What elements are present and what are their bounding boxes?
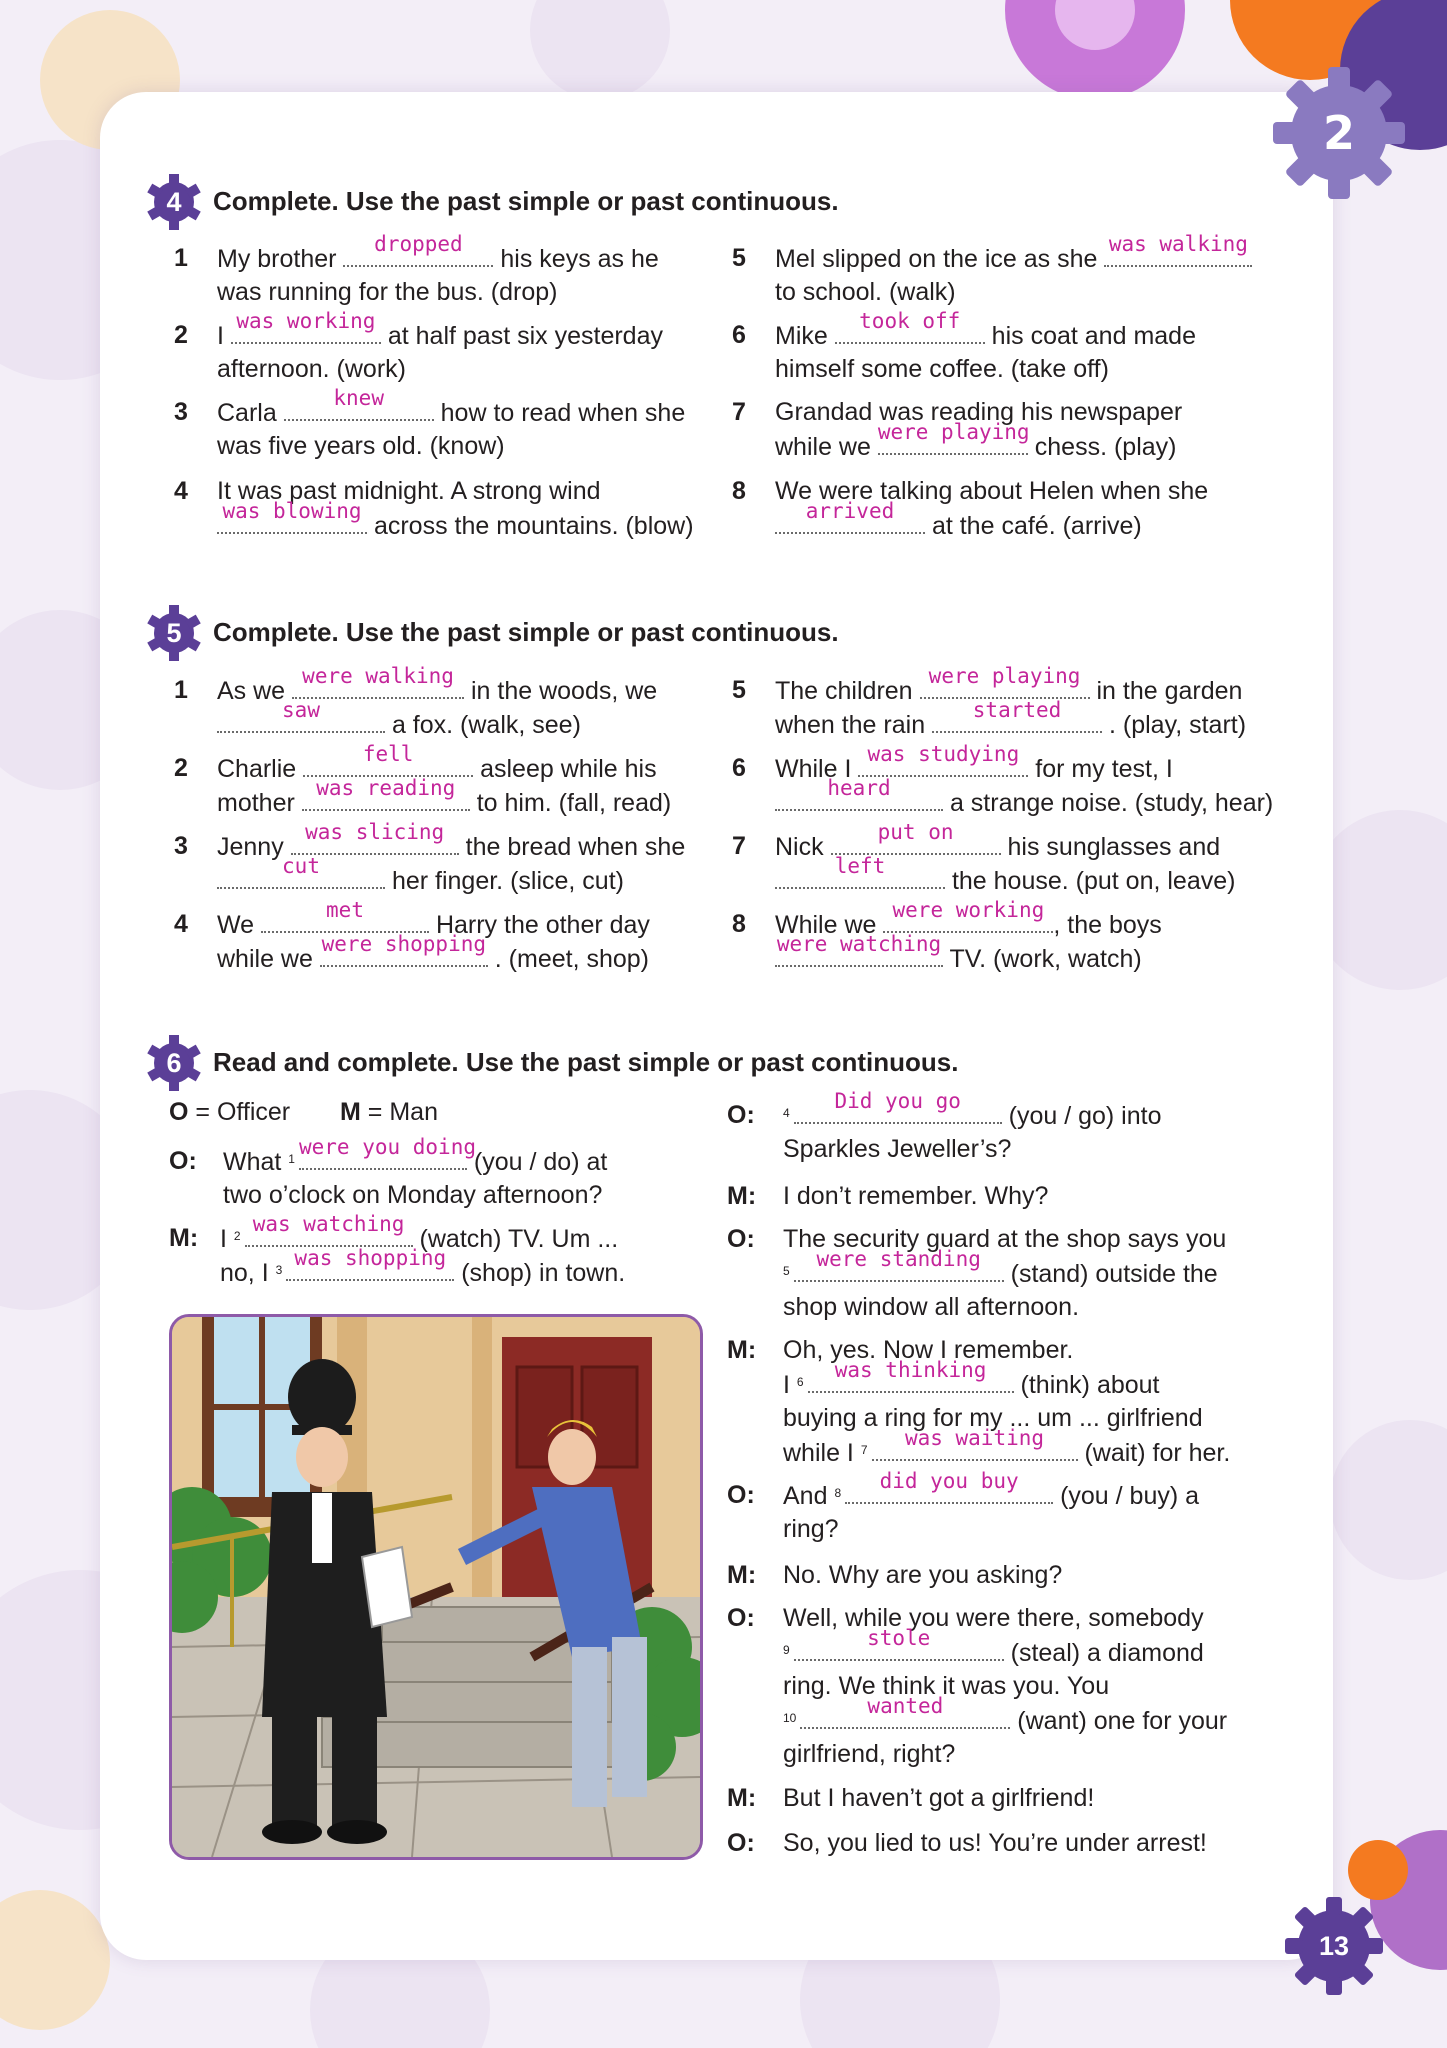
answer: took off [859,309,961,333]
speaker: M: [169,1224,199,1252]
answer: was blowing [222,499,362,523]
answer: were walking [302,664,454,688]
item-number: 8 [732,477,746,505]
speaker: O: [727,1481,755,1509]
police-officer-illustration [169,1314,703,1860]
answer: did you buy [879,1469,1019,1493]
answer-blank[interactable] [775,499,925,534]
exercise-5-instruction: Complete. Use the past simple or past continuous. [213,617,839,647]
item-line: was running for the bus. (drop) [217,278,558,306]
dialogue-text: Sparkles Jeweller’s? [783,1135,1012,1163]
item-number: 4 [174,477,188,505]
item-text: chess. (play) [1027,433,1177,461]
answer-blank[interactable] [808,1358,1014,1393]
item-text: for my test, I [1028,755,1173,783]
exercise-number: 6 [166,1047,182,1078]
dialogue-line [169,1135,709,1214]
item-text: across the mountains. (blow) [367,512,694,540]
answer: saw [282,698,320,722]
item-line: afternoon. (work) [217,355,406,383]
answer: was studying [867,742,1020,766]
speaker: M: [727,1182,757,1210]
answer: were working [892,898,1045,922]
item-text: a fox. (walk, see) [385,711,581,739]
item-line [775,932,1142,976]
speaker-legend [169,1098,438,1127]
answer: heard [827,776,891,800]
item-number: 5 [732,244,746,272]
item-number: 7 [732,832,746,860]
answer-blank[interactable] [217,854,385,889]
item-number: 8 [732,910,746,938]
answer: was waiting [904,1426,1045,1450]
legend-key: M [340,1098,361,1126]
item-text: mother [217,789,302,817]
dialogue-fragment: I [783,1371,797,1399]
speaker: O: [727,1604,755,1632]
item-number: 3 [174,832,188,860]
speaker: M: [727,1336,757,1364]
gap-number: 1 [288,1152,295,1166]
dialogue-line [727,1222,1287,1324]
item-text: his keys as he [493,245,659,273]
dialogue-text: So, you lied to us! You’re under arrest! [783,1829,1207,1857]
dialogue-line [727,1781,1287,1815]
exercise-6-instruction: Read and complete. Use the past simple or past continuous. [213,1047,959,1077]
item-text: her finger. (slice, cut) [385,867,624,895]
dialogue-text: But I haven’t got a girlfriend! [783,1784,1095,1812]
answer-blank[interactable] [286,1246,454,1281]
item-number: 2 [174,754,188,782]
gap-number: 6 [796,1375,804,1389]
speaker: O: [727,1829,755,1857]
dialogue-fragment: (stand) outside the [1003,1260,1218,1288]
item-text: his sunglasses and [1000,833,1221,861]
answer-blank[interactable] [320,932,488,967]
dialogue-text: two o’clock on Monday afternoon? [223,1181,603,1209]
answer-blank[interactable] [284,386,434,421]
dialogue-fragment: (you / do) at [466,1148,608,1176]
unit-badge [1270,64,1408,202]
answer-blank[interactable] [877,420,1030,455]
answer: wanted [867,1694,944,1718]
item-text: TV. (work, watch) [943,945,1142,973]
item-number: 5 [732,676,746,704]
item-text: in the garden [1089,677,1243,705]
answer: dropped [374,232,463,256]
answer: were standing [816,1247,981,1271]
page-number: 13 [1318,1930,1350,1961]
answer-blank[interactable] [775,854,945,889]
answer-blank[interactable] [231,309,381,344]
answer: left [834,854,886,878]
dialogue-text: The security guard at the shop says you [783,1225,1227,1253]
answer: was walking [1108,232,1248,256]
dialogue-text [783,1089,1162,1133]
answer-blank[interactable] [800,1694,1010,1729]
dialogue-line [727,1089,1287,1168]
exercise-number: 4 [166,186,182,217]
answer-blank[interactable] [794,1626,1004,1661]
answer-blank[interactable] [217,499,367,534]
answer-blank[interactable] [298,1135,476,1170]
dialogue-text: No. Why are you asking? [783,1561,1063,1589]
dialogue-text: girlfriend, right? [783,1740,956,1768]
dialogue-fragment: What [223,1148,289,1176]
item-text: the bread when she [458,833,686,861]
answer: met [326,898,364,922]
answer-blank[interactable] [794,1247,1004,1282]
dialogue-line [727,1333,1287,1469]
answer: arrived [805,499,895,523]
item-text: while we [775,433,878,461]
dialogue-text: ring. We think it was you. You [783,1672,1110,1700]
answer-blank[interactable] [775,776,943,811]
answer: was reading [316,776,456,800]
answer-blank[interactable] [835,309,985,344]
item-number: 1 [174,244,188,272]
gap-number: 5 [783,1264,790,1278]
answer: started [972,698,1062,722]
dialogue-fragment: And [783,1482,835,1510]
item-text: while we [217,945,320,973]
answer: fell [362,742,414,766]
answer: was slicing [305,820,445,844]
gap-number: 9 [783,1643,790,1657]
answer-blank[interactable] [872,1426,1078,1461]
item-text: We [217,911,261,939]
gap-number: 10 [783,1711,797,1725]
scene-image [172,1317,700,1857]
item-number: 2 [174,321,188,349]
answer: were playing [877,420,1030,444]
answer-blank[interactable] [302,776,470,811]
speaker: M: [727,1561,757,1589]
item-line: It was past midnight. A strong wind [217,477,601,505]
exercise-5-badge [146,605,202,661]
item-text: the house. (put on, leave) [945,867,1236,895]
dialogue-line [727,1826,1287,1860]
dialogue-text: I don’t remember. Why? [783,1182,1049,1210]
dialogue-text: ring? [783,1515,839,1543]
dialogue-text [220,1246,626,1290]
dialogue-fragment: no, I [220,1259,276,1287]
dialogue-fragment: (think) about [1013,1371,1160,1399]
item-text: Harry the other day [429,911,650,939]
item-text: how to read when she [433,399,686,427]
item-text: Charlie [217,755,304,783]
speaker: O: [727,1225,755,1253]
item-text: . (meet, shop) [487,945,649,973]
answer: were shopping [321,932,487,956]
item-line [217,386,686,430]
gap-number: 8 [834,1486,842,1500]
dialogue-text [783,1469,1200,1513]
answer-blank[interactable] [932,698,1102,733]
item-number: 4 [174,910,188,938]
item-text: Mel slipped on the ice as she [775,245,1105,273]
item-text: Carla [217,399,284,427]
gap-number: 4 [783,1106,790,1120]
dialogue-fragment: (you / go) into [1001,1102,1162,1130]
item-line [775,309,1196,353]
dialogue-fragment: while I [783,1439,861,1467]
dialogue-text [783,1247,1218,1291]
item-text: Mike [775,322,835,350]
answer: knew [333,386,384,410]
item-text: , the boys [1053,911,1162,939]
item-line: We were talking about Helen when she [775,477,1209,505]
answer: was thinking [834,1358,987,1382]
item-line [217,309,663,353]
dialogue-text [223,1135,608,1179]
dialogue-text: buying a ring for my ... um ... girlfriend [783,1404,1203,1432]
item-text: at half past six yesterday [380,322,663,350]
legend-key: O [169,1098,189,1126]
item-number: 1 [174,676,188,704]
item-number: 6 [732,321,746,349]
item-line [217,499,694,543]
item-text: As we [217,677,293,705]
answer-blank[interactable] [217,698,385,733]
answer: was watching [252,1212,405,1236]
item-number: 3 [174,398,188,426]
exercise-6-badge [146,1035,202,1091]
answer-blank[interactable] [794,1089,1002,1124]
exercise-4-badge [146,174,202,230]
dialogue-fragment: (you / buy) a [1053,1482,1200,1510]
answer-blank[interactable] [1104,232,1252,267]
dialogue-text: Oh, yes. Now I remember. [783,1336,1074,1364]
page-number-badge [1284,1896,1384,1996]
dialogue-fragment: (wait) for her. [1077,1439,1231,1467]
dialogue-line [169,1212,709,1291]
item-text: Nick [775,833,831,861]
dialogue-fragment: (want) one for your [1010,1707,1228,1735]
item-text: to him. (fall, read) [469,789,672,817]
dialogue-fragment: I [220,1225,234,1253]
dialogue-fragment: (shop) in town. [454,1259,626,1287]
dialogue-line [727,1601,1287,1771]
item-text: . (play, start) [1102,711,1247,739]
item-text: in the woods, we [464,677,658,705]
unit-number: 2 [1322,106,1355,160]
item-line: was five years old. (know) [217,432,505,460]
item-line: himself some coffee. (take off) [775,355,1109,383]
dialogue-text [783,1358,1160,1402]
dialogue-text: shop window all afternoon. [783,1293,1080,1321]
item-text: at the café. (arrive) [925,512,1142,540]
item-line: to school. (walk) [775,278,956,306]
dialogue-line [727,1179,1287,1213]
gap-number: 3 [275,1263,283,1277]
item-text: My brother [217,245,344,273]
dialogue-fragment: (steal) a diamond [1003,1639,1204,1667]
item-number: 7 [732,398,746,426]
item-line [217,232,659,276]
item-text: asleep while his [473,755,657,783]
legend-value: = Man [360,1098,438,1126]
answer: was working [236,309,376,333]
item-text: a strange noise. (study, hear) [943,789,1274,817]
answer: was shopping [294,1246,447,1270]
answer: were you doing [298,1135,476,1159]
answer: were playing [928,664,1081,688]
answer-blank[interactable] [343,232,493,267]
answer: were watching [776,932,942,956]
dialogue-fragment: (watch) TV. Um ... [412,1225,619,1253]
item-line: Grandad was reading his newspaper [775,398,1183,426]
item-number: 6 [732,754,746,782]
answer: Did you go [834,1089,961,1113]
legend-value: = Officer [188,1098,291,1126]
gap-number: 7 [860,1443,868,1457]
dialogue-text [783,1626,1204,1670]
item-line [775,499,1142,543]
item-text: While I [775,755,859,783]
answer-blank[interactable] [775,932,943,967]
item-text: when the rain [775,711,933,739]
item-text: While we [775,911,884,939]
dialogue-text [783,1694,1228,1738]
speaker: O: [727,1101,755,1129]
answer: put on [877,820,954,844]
speaker: O: [169,1147,197,1175]
item-text: his coat and made [984,322,1196,350]
item-text: The children [775,677,920,705]
dialogue-line [727,1558,1287,1592]
item-text: I [217,322,231,350]
exercise-4-instruction: Complete. Use the past simple or past continuous. [213,186,839,216]
answer-blank[interactable] [845,1469,1053,1504]
answer: cut [282,854,320,878]
speaker: M: [727,1784,757,1812]
dialogue-line [727,1469,1287,1548]
exercise-number: 5 [166,617,182,648]
item-line [775,232,1252,276]
item-line [217,932,649,976]
gap-number: 2 [233,1229,241,1243]
item-line [775,420,1177,464]
dialogue-text: Well, while you were there, somebody [783,1604,1204,1632]
item-text: Jenny [217,833,291,861]
answer: stole [867,1626,931,1650]
